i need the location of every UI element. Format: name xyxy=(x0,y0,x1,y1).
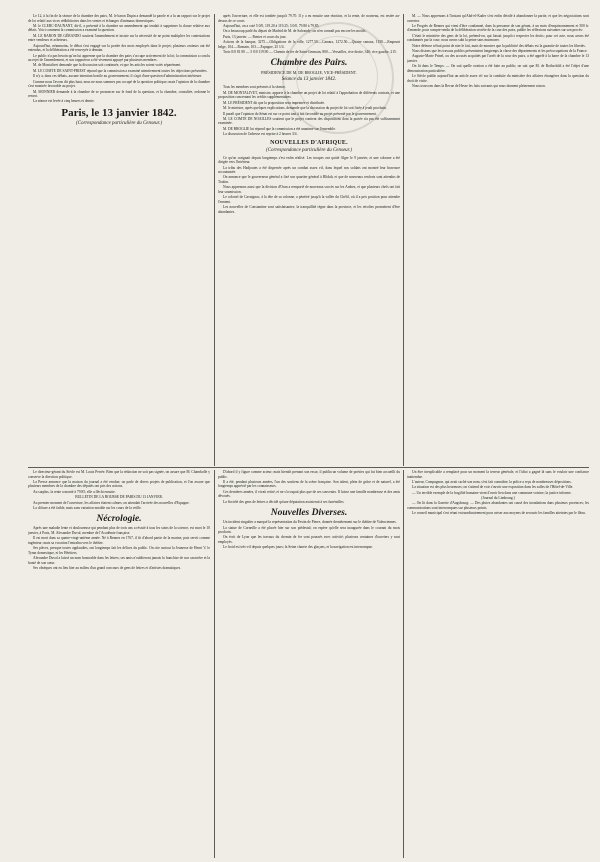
paragraph: La clôture a été faible, mais sans variation notable sur les cours de la veille. xyxy=(33,505,142,510)
paragraph: M. LE BARON DE GÉRANDO soutient l'amendement et insiste sur la nécessité de ne point multiplier les contestations entre vendeurs et acheteurs. xyxy=(28,33,210,43)
paragraph: La tribu des Hadjoutes a été dispersée après un combat assez vif, dans lequel nos soldats ont montré leur bravoure accoutumée. xyxy=(218,165,400,175)
paragraph: La statue de Corneille a été placée hier sur son piédestal; on espère qu'elle sera inaugurée dans le courant du mois prochain. xyxy=(218,525,400,535)
paragraph: Il est mort dans sa quatre-vingt-unième année. Né à Rennes en 1767, il fit d'abord partie de la marine, puis servit comme ingénieur; mais sa vocation l'entraîna vers le théâtre. xyxy=(28,536,210,545)
paragraph: Nous apprenons aussi que la division d'Oran a remporté de nouveaux succès sur les Arabes, et que plusieurs chefs ont fait leur soumission. xyxy=(218,185,400,194)
paragraph: Trois 0/0 81.90 — 5 0/0 119.90 — Chemin de fer de Saint-Germain, 800.—Versailles, rive droite, 340; rive gauche, 215. xyxy=(223,49,397,54)
paragraph: La Presse annonce que la maison du journal a été vendue; on parle de divers projets de publication, et l'on assure que plusieurs membres de la chambre des députés ont pris des actions. xyxy=(28,479,210,489)
paragraph: Notre défense n'était point de nier le fait, mais de montrer que la publicité des débats est la garantie de toutes les libertés. xyxy=(412,43,586,48)
paragraph: M. LE COMTE DE NOAILLES soutient que le projet contient des dispositions dont la portée n'a pas été suffisamment examinée. xyxy=(218,116,400,126)
paris-subheading: (Correspondance particulière du Censeur.) xyxy=(75,120,162,126)
column-top-left xyxy=(28,14,210,466)
paragraph: On annonce que le gouverneur général a fixé son quartier général à Blidah, et que de nouveaux renforts sont attendus de Toulon. xyxy=(218,175,400,184)
paragraph: Nous disions que les travaux publics présentaient longtemps la chose des départements et les préoccupations de la France. xyxy=(412,49,588,54)
afrique-subheading: (Correspondance particulière du Censeur.) xyxy=(265,147,352,153)
paragraph: On lit dans le Temps: — On sait quelle ovation a été faite au public; on sait que M. de Rothschild a été l'objet d'une démonstration particulière. xyxy=(407,64,589,73)
paragraph: M. LE PRÉSIDENT dit que la proposition sera imprimée et distribuée. xyxy=(223,100,325,105)
paragraph: M. le ministre, après quelques explications, demande que la discussion du projet de loi soit fixée à jeudi prochain. xyxy=(223,106,387,111)
chambre-heading: Chambre des Pairs. xyxy=(270,58,348,69)
paragraph: Au surplus, la rente a monté à 79.85; elle a fléchi ensuite. xyxy=(33,489,116,494)
paragraph: — Un terrible exemple de la fragilité humaine vient d'avoir lieu dans une commune voisine; la justice informe. xyxy=(412,490,572,495)
paragraph: Nous trouvons dans la Revue de Hesse les faits suivants qui nous donnent pleinement raison. xyxy=(412,84,546,89)
paragraph: M. LE COMTE DE SAINT-PRIEST répond que la commission a examiné attentivement toutes les objections présentées. xyxy=(33,68,208,73)
paragraph: D'abord il y figure comme acteur; mais bientôt prenant son essor, il publia un volume de poésies qui fut bien accueilli du public. xyxy=(218,470,400,479)
paragraph: La séance est levée à cinq heures et demie. xyxy=(33,99,95,104)
paragraph: Au premier moment de l'ouverture, les affaires étaient calmes; on attendait l'arrivée des nouvelles d'Espagne. xyxy=(33,500,190,505)
paragraph: M. le CLERC-DAUNANT, dit-il, a présenté à la chambre un amendement qui tendait à supprimer la clause relative aux délais. Voici comment la commission a examiné la question. xyxy=(28,23,210,33)
afrique-heading: NOUVELLES D'AFRIQUE. xyxy=(270,139,348,146)
paragraph: Après une maladie lente et douloureuse qui pendant plus de trois ans a résisté à tous les soins de la science, est mort le 10 janvier, à Paris, M. Alexandre Duval, membre de l'Académie française. xyxy=(28,526,210,535)
column-rule xyxy=(403,14,404,466)
paragraph: Auguste-Marie Prinel, ou des accusés acquittés par l'arrêt de la cour des pairs, a été appelé à la barre de la chambre le 13 janvier. xyxy=(407,54,589,63)
paragraph: M. — Nous apprenons à l'instant qu'Abd-el-Kader s'est enfin décidé à abandonner la partie, et que les négociations sont ouvertes. xyxy=(407,14,589,23)
paragraph: Ses pièces, presque toutes applaudies, ont longtemps fait les délices du public. On cite surtout la Jeunesse de Henri V, le Tyran domestique, et les Héritiers. xyxy=(28,546,210,555)
paragraph: Aujourd'hui, on a coté 5 0/0, 119.20 à 119.25; 3 0/0, 79.80 à 79.85. xyxy=(223,23,320,28)
column-rule xyxy=(214,470,215,858)
paragraph: M. DE MONTALIVET, ministre, apporte à la chambre un projet de loi relatif à l'approbation de différents contrats, et une proposition concernant les crédits supplémentaires. xyxy=(218,90,400,100)
paragraph: L'auteur, Compagnon, qui avait caché son nom, s'est fait connaître; la police a reçu de nombreuses dépositions. xyxy=(412,479,572,484)
paragraph: Les nouvelles de Constantine sont satisfaisantes; la tranquillité règne dans la province, et les récoltes promettent d'être abondantes. xyxy=(218,205,400,214)
paragraph: On a beaucoup parlé du départ de Madrid de M. de Salvandy; on n'en connaît pas encore les motifs. xyxy=(223,29,367,34)
chambre-date: Séance du 13 janvier 1842. xyxy=(281,77,337,83)
paragraph: Ce qu'on craignait depuis longtemps s'est enfin réalisé. Les troupes ont quitté Alger le 9 janvier, et une colonne a été dirigée vers l'intérieur. xyxy=(218,155,400,165)
column-bottom-right xyxy=(407,470,589,858)
paragraph: La discussion de l'adresse est reprise à 2 heures 3/4. xyxy=(223,132,298,137)
paragraph: Le Siècle publie aujourd'hui un article assez vif sur la conduite du ministère des affaires étrangères dans la question du droit de visite. xyxy=(407,74,589,83)
paragraph: Aujourd'hui, néanmoins, le débat s'est engagé sur la portée des mots employés dans le projet; plusieurs orateurs ont été entendus, et la délibération a été renvoyée à demain. xyxy=(28,43,210,53)
bourse-heading: BULLETIN DE LA BOURSE DE PARIS DU 13 JANVIER. xyxy=(75,495,163,500)
chambre-subheading: PRÉSIDENCE DE M. DE BROGLIE, VICE-PRÉSIDENT. xyxy=(261,70,357,76)
paragraph: Un incident singulier a marqué la représentation du Festin de Pierre, donnée dernièrement sur le théâtre de Valenciennes. xyxy=(223,520,397,525)
paris-heading: Paris, le 13 janvier 1842. xyxy=(61,106,177,119)
paragraph: M. DE BROGLIE lui répond que la commission a été unanime sur l'ensemble. xyxy=(223,126,336,131)
paragraph: Le directeur-gérant du Siècle est M. Louis Perrée. Bien que la rédaction ne soit pas signée, on assure que M. Chambolle y conserve la direction politique. xyxy=(28,470,210,479)
paragraph: — On lit dans la Gazette d'Augsbourg: — Des pluies abondantes ont causé des inondations dans plusieurs provinces; les communications sont interrompues sur plusieurs points. xyxy=(407,501,589,510)
paragraph: Le public n'a pas besoin qu'on lui apprenne que la chambre des pairs s'occupe activement de la loi; la commission a conclu au rejet de l'amendement, et son rapporteur a été vivement appuyé par plusieurs membres. xyxy=(28,53,210,63)
paragraph: Alexandre Duval a laissé un nom honorable dans les lettres; ses amis n'oublieront jamais la franchise de son caractère et la bonté de son cœur. xyxy=(28,556,210,565)
paragraph: C'était le ministère des gens de la loi, prétend-on, qui faisait jusqu'ici respecter les droits; pour cet acte, nous avons été condamnés par la cour; nous avons subi la peine sans murmurer. xyxy=(407,33,589,43)
paragraph: Il paraît que l'opinion du Sénat est sur ce point tout à fait favorable au projet présenté par le gouvernement. xyxy=(223,111,377,116)
column-top-middle xyxy=(218,14,400,466)
paragraph: M. MONNIER demande à la chambre de se prononcer sur le fond de la question, et la chambre, consultée, ordonne le renvoi. xyxy=(28,89,210,99)
column-bottom-left xyxy=(28,470,210,858)
paragraph: Actions de la banque, 3275.—Obligations de la ville, 1277.50.—Canaux, 1272.50.—Quatre canaux, 1150.—Emprunt belge, 104.—Romain, 103.—Espagne, 25 1/4. xyxy=(218,40,400,49)
paragraph: La situation est des plus heureuses; on s'attend de voir s'ouvrir une exposition dans les salles de l'Hôtel-de-Ville. xyxy=(412,485,574,490)
column-rule xyxy=(403,470,404,858)
paragraph: après l'ouverture, et elle est tombée jusqu'à 79.70. Il y a eu ensuite une réaction, et la rente, de nouveau, est restée au-dessus de ce cours. xyxy=(218,14,400,23)
diverses-heading: Nouvelles Diverses. xyxy=(270,508,348,519)
paragraph: On écrit de Lyon que les travaux du chemin de fer sont poussés avec activité; plusieurs centaines d'ouvriers y sont employés. xyxy=(218,535,400,544)
paragraph: Le Progrès de Rennes qui vient d'être condamné, dans la personne de son gérant, à un mois d'emprisonnement et 500 fr. d'amende, pour compte-rendu de la délibération secrète de la cour des pairs, publie les réflexions suivantes sur son procès: xyxy=(407,23,589,33)
column-top-right xyxy=(407,14,589,466)
paragraph: Il a été, pendant plusieurs années, l'un des soutiens de la scène française. Son talent, plein de grâce et de naturel, a été longtemps apprécié par les connaisseurs. xyxy=(218,479,400,489)
paragraph: Le colonel de Cavaignac, à la tête de sa colonne, a pénétré jusqu'à la vallée du Chélif, où il a pris position pour attendre l'ennemi. xyxy=(218,195,400,204)
paragraph: Un être inexplicable a remplacé pour un moment la terreur générale, et l'idiot a gagné là sans le vouloir une confiance inattendue. xyxy=(407,470,589,479)
source-credit: (Journal du Limbourg.) xyxy=(481,496,515,501)
paragraph: Le froid est très-vif depuis quelques jours; la Seine charrie des glaçons, et la navigation est interrompue. xyxy=(223,545,373,550)
fold-rule xyxy=(28,467,589,468)
necrologie-heading: Nécrologie. xyxy=(96,514,142,525)
paragraph: Le conseil municipal s'est réuni extraordinairement pour aviser aux moyens de secourir les familles atteintes par le fléau. xyxy=(412,511,586,516)
paragraph: Ces dernières années, il vivait retiré, et ne s'occupait plus que de ses souvenirs. Il laisse une famille nombreuse et des amis dévoués. xyxy=(218,489,400,499)
paragraph: Ses obsèques ont eu lieu hier au milieu d'un grand concours de gens de lettres et d'artistes dramatiques. xyxy=(33,566,182,571)
paragraph: M. de Montalivet demande que la discussion soit continuée, et que les articles soient votés séparément. xyxy=(33,63,182,68)
paragraph: Il n'y a, dans ces débats, aucune intention hostile au gouvernement; il s'agit d'une question d'administration intérieure. xyxy=(33,74,203,79)
paragraph: Le 12, à la fin de la séance de la chambre des pairs, M. le baron Dupin a demandé la parole et a lu un rapport sur le projet de loi relatif aux vices rédhibitoires dans les ventes et échanges d'animaux domestiques. xyxy=(28,14,210,23)
paragraph: La Société des gens de lettres a décidé qu'une députation assisterait à ses funérailles. xyxy=(223,499,345,504)
column-rule xyxy=(214,14,215,466)
paragraph: Comme nous l'avons dit plus haut, nous ne nous sommes pas occupé de la question politique; mais l'opinion de la chambre s'est montrée favorable au projet. xyxy=(28,79,210,89)
paragraph: Tous les membres sont présents à la séance. xyxy=(223,85,286,90)
paragraph: Paris, 13 janvier. — Rentes et cours du jour. xyxy=(223,34,287,39)
column-bottom-middle xyxy=(218,470,400,858)
